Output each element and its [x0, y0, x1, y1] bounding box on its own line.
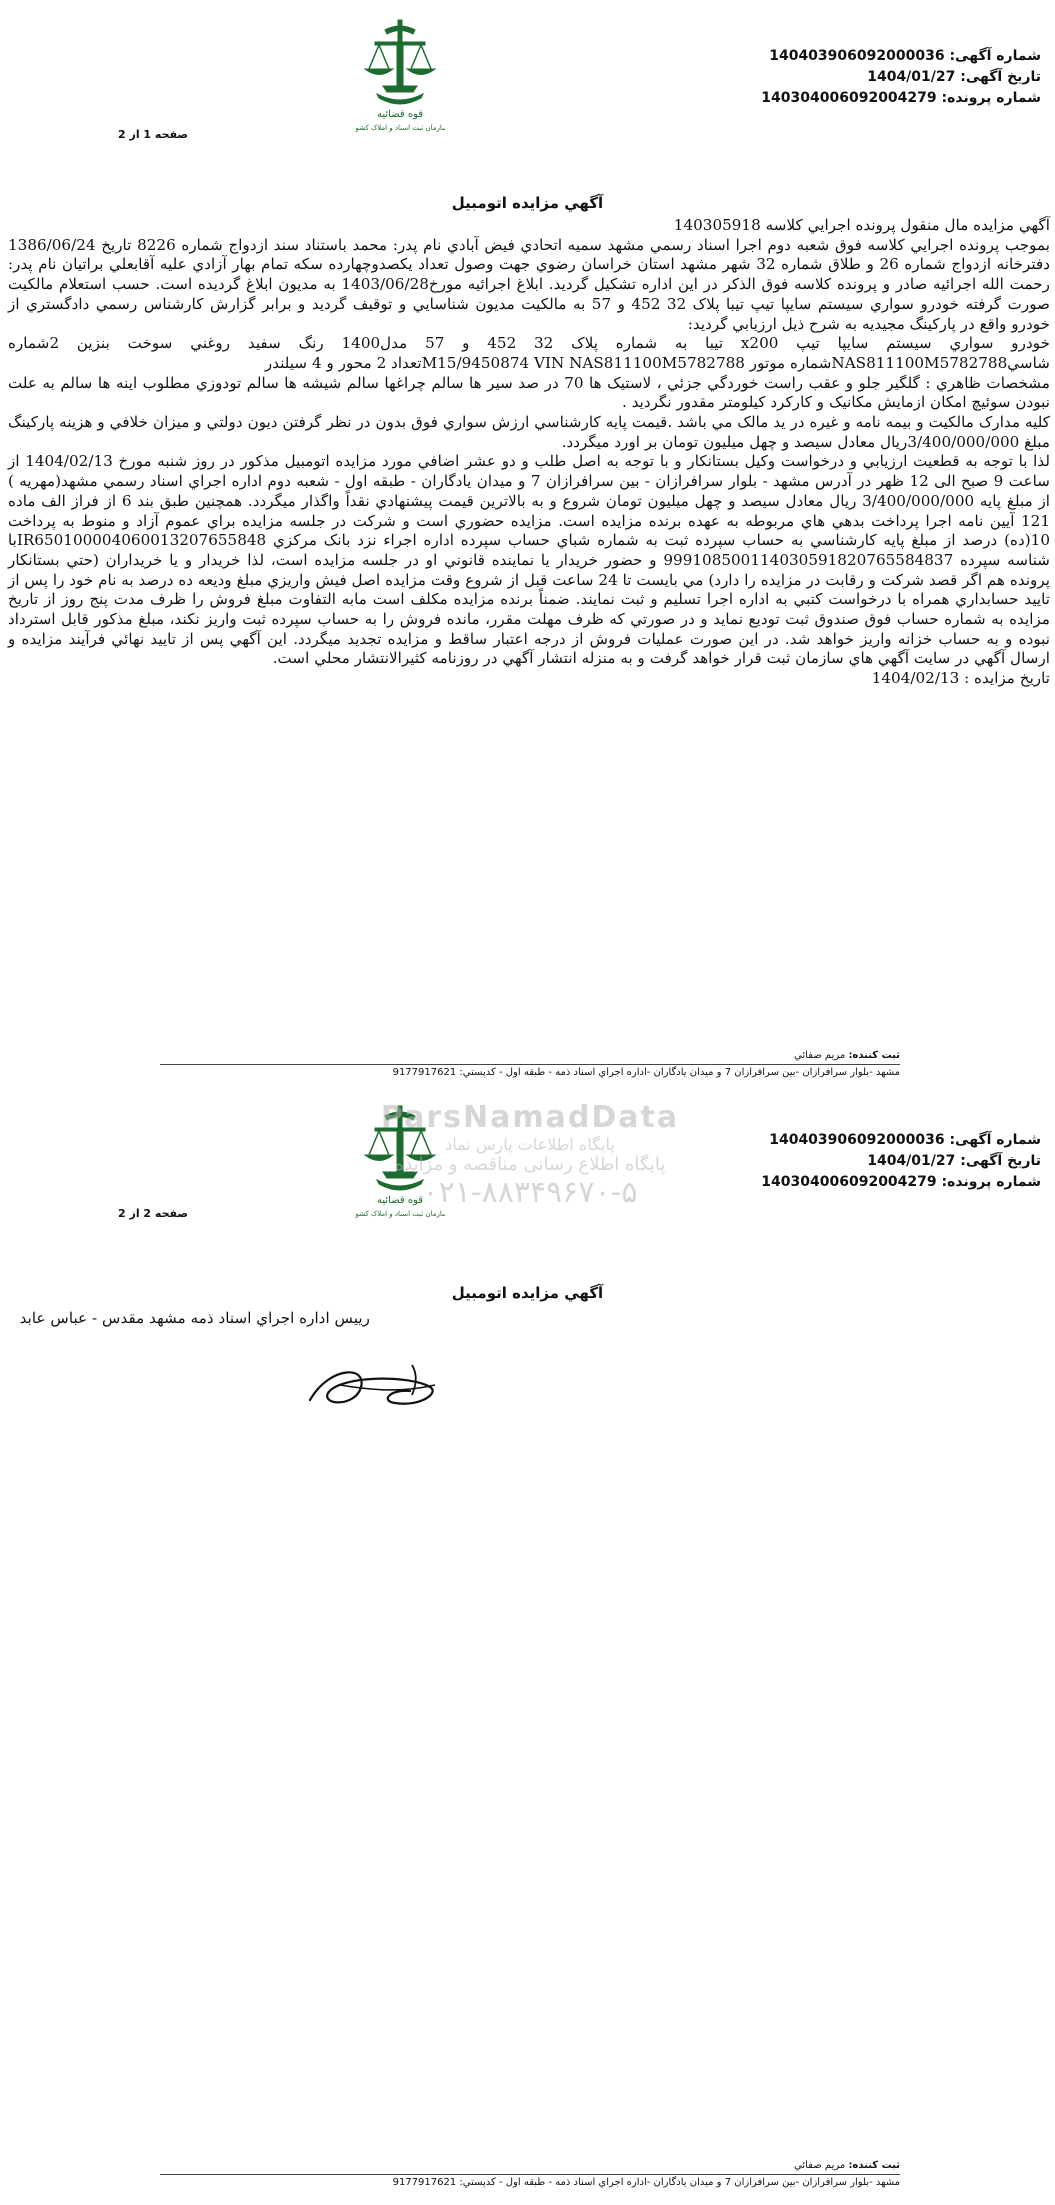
document-title: آگهي مزايده اتومبيل [451, 1284, 604, 1302]
org-name: قوه قضائیه [376, 1195, 424, 1206]
notice-date: 1404/01/27 [867, 69, 956, 85]
document-title: آگهي مزايده اتومبيل [451, 194, 604, 212]
footer-address: مشهد -بلوار سرافرازان -بين سرافرازان 7 و ميدان يادگاران -اداره اجراي اسناد ذمه - طبقه اول - كدپستي: 9177917621 [392, 2177, 900, 2188]
notice-meta [761, 46, 1041, 109]
valuation-paragraph: كليه مدارک مالكيت و بيمه نامه و غيره در يد مالک مي باشد .قيمت پايه كارشناسي ارزش سواري فوق بدون در نظر گرفتن ديون دولتي و ميزان خلافي و هزينه پاركينگ مبلغ 3/400/000/000ريال معادل سيصد و چهل ميليون تومان بر اورد ميگردد. [8, 413, 1050, 451]
notice-number-row [761, 46, 1041, 67]
handwritten-signature [300, 1345, 450, 1435]
watermark-phone: ۰۲۱-۸۸۳۴۹۶۷۰-۵ [422, 1175, 638, 1210]
file-number-row [761, 1172, 1041, 1193]
org-subname: سازمان ثبت اسناد و املاک کشور [355, 124, 445, 132]
notice-date-row [761, 67, 1041, 88]
signatory-block [8, 1308, 1050, 1328]
page-footer [160, 1048, 900, 1080]
org-name: قوه قضائیه [376, 109, 424, 120]
notice-number-label: شماره آگهی: [949, 48, 1041, 64]
judiciary-emblem [355, 14, 445, 134]
watermark-brand: ParsNamadData [380, 1100, 680, 1135]
auction-terms-paragraph: لذا با توجه به قطعيت ارزيابي و درخواست وكيل بستانكار و با توجه به اصل طلب و دو عشر اضافي مورد مزايده اتومبيل مذكور در روز شنبه مورخ 1404/02/13 از ساعت 9 صبح الی 12 ظهر در آدرس مشهد - بلوار سرافرازان - بين سرافرازان 7 و ميدان يادگاران - طبقه اول - شعبه دوم اداره اجراي اسناد رسمي مشهد(مهريه ) از مبلغ پايه 3/400/000/000 ريال معادل سيصد و چهل ميليون تومان شروع و به بالاترين قيمت پيشنهادي نقداً واگذار ميگردد. همچنين طبق بند 6 از فراز الف ماده 121 آيين نامه اجرا پرداخت بدهي هاي مربوطه به عهده برنده مزايده است. مزايده حضوري است و شركت در جلسه مزايده براي عموم آزاد و منوط به پرداخت 10(ده) درصد از مبلغ پايه كارشناسي به حساب سپرده ثبت به شماره شباي حساب سپرده اداره اجراء نزد بانک مركزي IR650100004060013207655848با شناسه سپرده 999108500114030591820765584837 و حضور خريدار يا نماينده قانوني او در جلسه مزايده است، لذا خريدار و يا خريداران (حتي بستانكار پرونده هم اگر قصد شركت و رقابت در مزايده را دارد) مي بايست تا 24 ساعت قبل از شروع وقت مزايده اصل فيش واريزي مبلغ وديعه ده درصد به نام خود را پس از تاييد حسابداري همراه با درخواست كتبي به اداره اجرا تسليم و ثبت نمايند. ضمناً برنده مزايده مكلف است مابه التفاوت مبلغ فروش را ظرف مدت پنج روز از تاريخ مزايده به شماره حساب فوق صندوق ثبت توديع نمايد و در صورتي كه ظرف مهلت مقرر، مانده فروش را به حساب سپرده ثبت واريز نكند، مبلغ مذكور قابل استرداد نبوده و به حساب خزانه واريز خواهد شد. در اين صورت عمليات فروش از درجه اعتبار ساقط و مزايده تجديد ميگردد. اين آگهي پس از تاييد نهائي فرآيند مزايده و ارسال آگهي در سايت آگهي هاي سازمان ثبت قرار خواهد گرفت و به منزله انتشار آگهي در روزنامه كثيرالانتشار محلي است. [8, 452, 1051, 668]
notice-number-row [761, 1130, 1041, 1151]
signatory-text: رييس اداره اجراي اسناد ذمه مشهد مقدس - عباس عابد [19, 1309, 370, 1327]
emblem-icon [355, 14, 445, 134]
notice-number-label: شماره آگهی: [949, 1132, 1041, 1148]
file-number: 140304006092004279 [761, 90, 937, 106]
watermark-line-1: پایگاه اطلاعات پارس نماد [445, 1135, 615, 1154]
org-subname: سازمان ثبت اسناد و املاک کشور [355, 1210, 445, 1218]
notice-number: 140403906092000036 [769, 48, 945, 64]
registrar-line [160, 1048, 900, 1065]
file-number-label: شماره پرونده: [941, 90, 1041, 106]
notice-date-label: تاریخ آگهی: [960, 69, 1041, 85]
notice-date-label: تاریخ آگهی: [960, 1153, 1041, 1169]
registrar-name: مريم صفائي [794, 2160, 846, 2171]
parsnamad-watermark [380, 1100, 680, 1275]
page-footer [160, 2158, 900, 2190]
footer-address: مشهد -بلوار سرافرازان -بين سرافرازان 7 و ميدان يادگاران -اداره اجراي اسناد ذمه - طبقه اول - كدپستي: 9177917621 [392, 1067, 900, 1078]
file-number-label: شماره پرونده: [941, 1174, 1041, 1190]
registrar-line [160, 2158, 900, 2175]
notice-date: 1404/01/27 [867, 1153, 956, 1169]
file-number: 140304006092004279 [761, 1174, 937, 1190]
registrar-label: ثبت كننده: [848, 1050, 900, 1061]
document-page-1 [0, 0, 1055, 1090]
vehicle-condition-paragraph: مشخصات ظاهري : گلگير جلو و عقب راست خوردگي جزئي ، لاستيک ها 70 در صد سير ها سالم چراغها سالم شيشه ها سالم تودوزي مطلوب اينه ها سالم به علت نبودن سوئيچ امكان ازمايش مكانيک و كاركرد كيلومتر مقدور نگرديد . [8, 373, 1050, 412]
registrar-name: مريم صفائي [794, 1050, 846, 1061]
notice-heading-line: آگهي مزايده مال منقول پرونده اجرايي كلاسه 140305918 [673, 216, 1050, 234]
vehicle-specs-paragraph: خودرو سواري سيستم سايپا تيپ x200 تيبا به شماره پلاک 32 452 و 57 مدل1400 رنگ سفيد روغني سوخت بنزين 2شماره شاسيNAS811100M5782788شماره موتور M15/9450874 VIN NAS811100M5782788تعداد 2 محور و 4 سيلندر [8, 334, 1050, 372]
signature-icon [300, 1345, 450, 1435]
notice-number: 140403906092000036 [769, 1132, 945, 1148]
page-indicator: صفحه 2 از 2 [118, 1207, 189, 1220]
auction-date-line: تاريخ مزايده : 1404/02/13 [871, 669, 1050, 688]
notice-body [8, 216, 1050, 689]
notice-paragraph: بموجب پرونده اجرايي كلاسه فوق شعبه دوم اجرا اسناد رسمي مشهد سميه اتحادي فيض آبادي نام پدر: محمد باستناد سند ازدواج شماره 8226 تاريخ 1386/06/24 دفترخانه ازدواج شماره 26 و طلاق شماره 32 شهر مشهد استان خراسان رضوي جهت وصول تعداد يكصدوچهارده سكه تمام بهار آزادي عليه آقابعلي براتيان نام پدر: رحمت الله اجرائيه صادر و پرونده كلاسه فوق الذكر در اين اداره تشكيل گرديد. ابلاغ اجرائيه مورخ1403/06/28 به مديون ابلاغ گرديده است. حسب استعلام مالكيت صورت گرفته خودرو سواري سيستم سايپا تيپ تيبا پلاک 32 452 و 57 به مالكيت مديون شناسايي و توقيف گرديد و برابر گزارش كارشناس رسمي دادگستري از خودرو واقع در پاركينگ مجيديه به شرح ذيل ارزيابي گرديد: [8, 235, 1051, 333]
notice-date-row [761, 1151, 1041, 1172]
registrar-label: ثبت كننده: [848, 2160, 900, 2171]
page-indicator: صفحه 1 از 2 [118, 128, 189, 141]
watermark-line-2: پایگاه اطلاع رسانی مناقصه و مزایده [394, 1154, 666, 1175]
notice-meta [761, 1130, 1041, 1193]
file-number-row [761, 88, 1041, 109]
